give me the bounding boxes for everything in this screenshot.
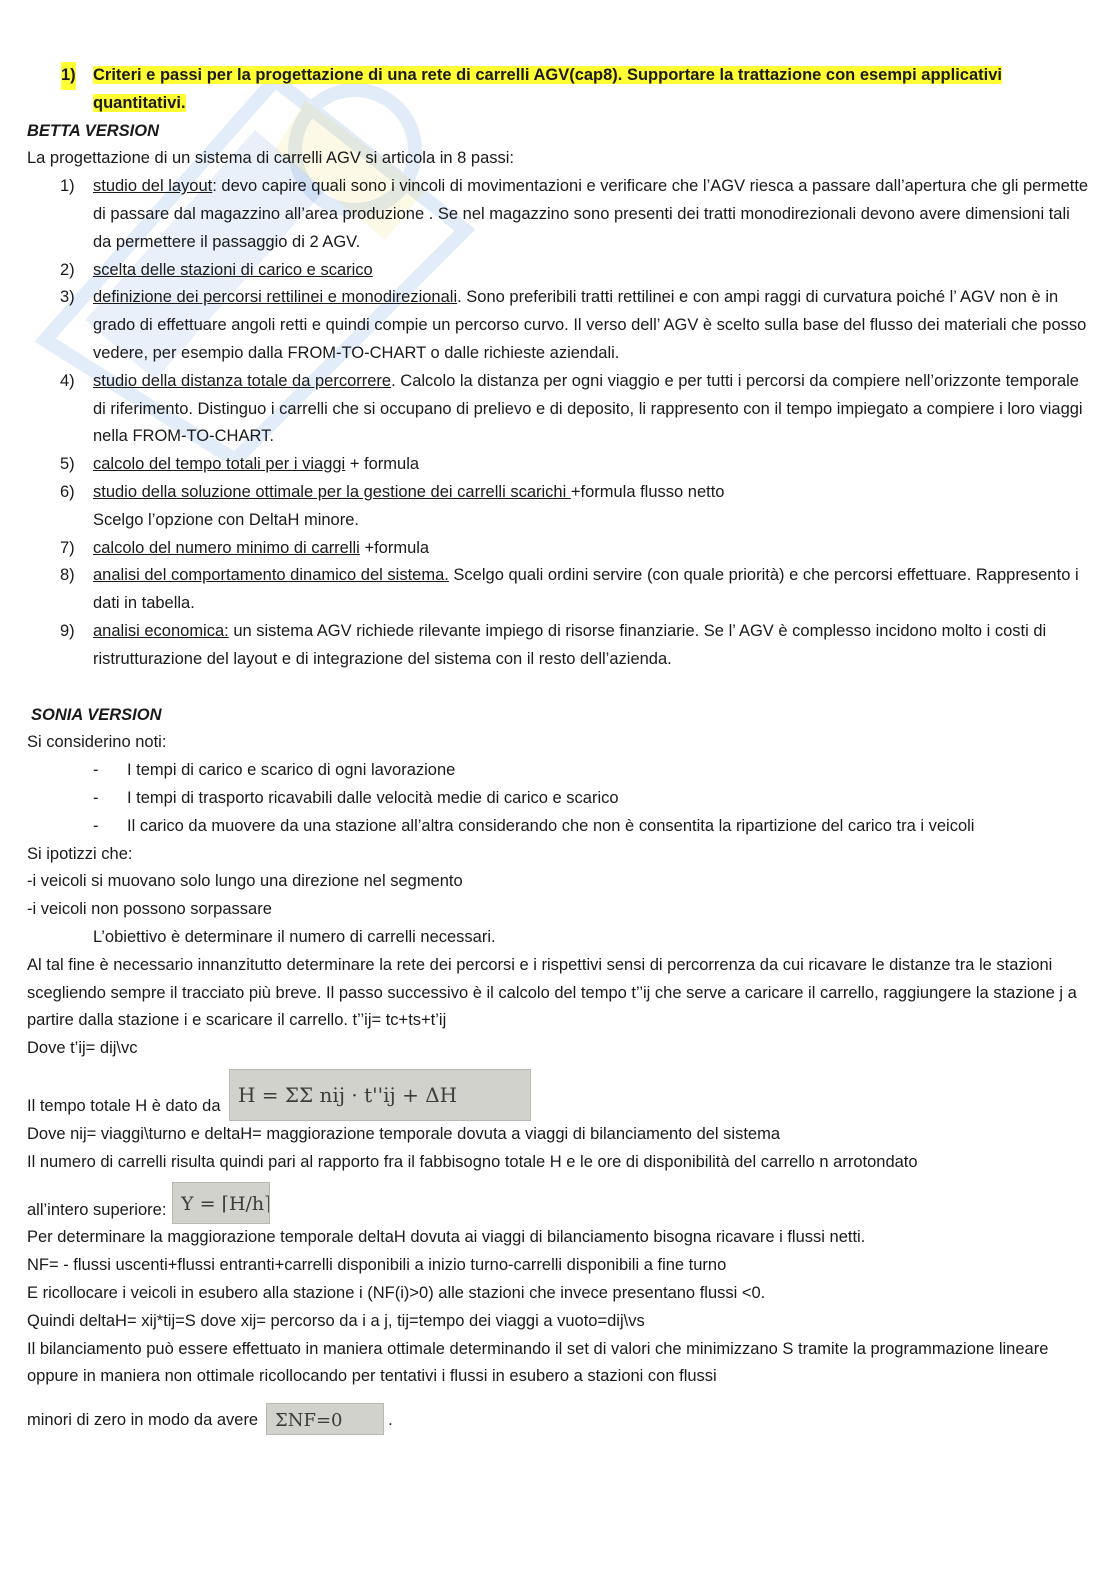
sonia-hypothesis-1: -i veicoli si muovano solo lungo una direzione nel segmento [27,872,463,891]
sonia-heading: SONIA VERSION [31,705,162,724]
question-title [27,62,1089,118]
vehicles-formula-line [27,1176,1089,1224]
sonia-dove-2: Dove nij= viaggi\turno e deltaH= maggiorazione temporale dovuta a viaggi di bilanciamento del sistema [27,1124,781,1143]
item-number: 6) [60,482,75,501]
formula-nf-image [266,1403,384,1435]
sonia-hypothesis: Si ipotizzi che: [27,844,133,863]
total-time-line [27,1063,1089,1121]
title-line-1: Criteri e passi per la progettazione di una rete di carrelli AGV(cap8). Supportare la trattazione con esempi applicativi [93,66,1002,84]
formula-y-text: Y = ⌈H/h⌉ [181,1193,270,1216]
formula-nf-drawing [267,1404,383,1434]
sonia-paragraph-8: minori di zero in modo da avere [27,1411,259,1430]
document-page [27,62,1089,1435]
list-item [27,284,1089,367]
balance-formula-line [27,1391,1089,1435]
item-heading: calcolo del numero minimo di carrelli [93,538,360,557]
item-text: +formula flusso netto [570,482,725,501]
bullet-text: Il carico da muovere da una stazione all’altra considerando che non è consentita la ripartizione del carico tra i veicoli [127,816,975,835]
item-number: 5) [60,455,75,474]
list-item [27,368,1089,451]
sonia-objective: L’obiettivo è determinare il numero di carrelli necessari. [93,927,496,946]
sonia-paragraph-2a: Il numero di carrelli risulta quindi pari al rapporto fra il fabbisogno totale H e le ore di disponibilità del carrello n arrotondato [27,1152,918,1171]
bullet-text: I tempi di carico e scarico di ogni lavorazione [127,761,456,780]
betta-intro: La progettazione di un sistema di carrelli AGV si articola in 8 passi: [27,149,514,168]
list-item: - I tempi di carico e scarico di ogni lavorazione [93,761,456,780]
item-text: . Calcolo la distanza per ogni viaggio e per tutti i percorsi da compiere nell’orizzonte temporale di riferimento. Distinguo i carrelli che si occupano di prelievo e di deposito, li rappresento con il tempo impiegato a compiere i loro viaggi nella FROM-TO-CHART. [93,371,1083,446]
item-heading: analisi del comportamento dinamico del sistema. [93,566,449,585]
title-number: 1) [61,62,76,90]
item-number: 9) [60,621,75,640]
sonia-bullets [27,757,1089,840]
title-line-2: quantitativi. [93,93,186,112]
sonia-known: Si considerino noti: [27,733,167,752]
formula-h-text: H = ΣΣ nij · t''ij + ΔH [237,1082,457,1107]
list-item [27,257,1089,285]
item-number: 1) [60,177,75,196]
sonia-paragraph-2b: all’intero superiore: [27,1200,167,1219]
item-number: 8) [60,566,75,585]
list-item [27,451,1089,479]
item-number: 3) [60,288,75,307]
sonia-paragraph-5: E ricollocare i veicoli in esubero alla stazione i (NF(i)>0) alle stazioni che invece presentano flussi <0. [27,1284,766,1303]
formula-y-image [172,1182,270,1224]
item-heading: calcolo del tempo totali per i viaggi [93,455,346,474]
list-item [27,173,1089,256]
formula-y-drawing [173,1183,269,1223]
list-item: - Il carico da muovere da una stazione all’altra considerando che non è consentita la ripartizione del carico tra i veicoli [93,816,975,835]
total-time-text: Il tempo totale H è dato da [27,1097,221,1116]
item-number: 7) [60,538,75,557]
item-number: 4) [60,371,75,390]
bullet-text: I tempi di trasporto ricavabili dalle velocità medie di carico e scarico [127,788,619,807]
sonia-paragraph-7: Il bilanciamento può essere effettuato in maniera ottimale determinando il set di valori che minimizzano S tramite la programmazione lineare oppure in maniera non ottimale ricollocando per tentativi i flussi in esubero a stazioni con flussi [27,1339,1049,1386]
list-item [27,618,1089,674]
sonia-paragraph-1: Al tal fine è necessario innanzitutto determinare la rete dei percorsi e i rispettivi sensi di percorrenza da cui ricavare le distanze tra le stazioni scegliendo sempre il tracciato più breve. Il passo successivo è il calcolo del tempo t’’ij che serve a caricare il carrello, raggiungere la stazione j a partire dalla stazione i e scaricare il carrello. t’’ij= tc+ts+t’ij [27,955,1077,1030]
item-heading: studio della distanza totale da percorrere [93,371,392,390]
item-heading: scelta delle stazioni di carico e scarico [93,260,373,279]
item-extra: Scelgo l’opzione con DeltaH minore. [93,510,359,529]
formula-h-drawing [230,1070,530,1120]
item-text: Scelgo quali ordini servire (con quale priorità) e che percorsi effettuare. Rappresento i dati in tabella. [93,566,1079,613]
item-text: + formula [345,455,420,474]
list-item: - I tempi di trasporto ricavabili dalle velocità medie di carico e scarico [93,788,619,807]
item-heading: studio della soluzione ottimale per la gestione dei carrelli scarichi [93,482,571,501]
formula-nf-text: ΣNF=0 [275,1410,343,1432]
item-text: +formula [359,538,430,557]
list-item [27,535,1089,563]
betta-heading: BETTA VERSION [27,121,160,140]
betta-steps-list [27,173,1089,673]
sonia-paragraph-6: Quindi deltaH= xij*tij=S dove xij= percorso da i a j, tij=tempo dei viaggi a vuoto=dij\vs [27,1311,645,1330]
sentence-end: . [388,1411,393,1430]
sonia-paragraph-4: NF= - flussi uscenti+flussi entranti+carrelli disponibili a inizio turno-carrelli disponibili a fine turno [27,1256,727,1275]
item-heading: studio del layout [93,177,213,196]
sonia-paragraph-3: Per determinare la maggiorazione temporale deltaH dovuta ai viaggi di bilanciamento bisogna ricavare i flussi netti. [27,1228,866,1247]
item-number: 2) [60,260,75,279]
list-item [27,562,1089,618]
item-heading: analisi economica: [93,621,229,640]
list-item [27,479,1089,535]
item-text: . Sono preferibili tratti rettilinei e con ampi raggi di curvatura poiché l’ AGV non è in grado di effettuare angoli retti e quindi compie un percorso curvo. Il verso dell’ AGV è scelto sulla base del flusso dei materiali che posso vedere, per esempio dalla FROM-TO-CHART o dalle richieste aziendali. [93,288,1087,362]
sonia-dove-1: Dove t’ij= dij\vc [27,1039,138,1058]
sonia-hypothesis-2: -i veicoli non possono sorpassare [27,900,272,919]
item-heading: definizione dei percorsi rettilinei e monodirezionali [93,288,458,307]
item-text: un sistema AGV richiede rilevante impiego di risorse finanziarie. Se l’ AGV è complesso incidono molto i costi di ristrutturazione del layout e di integrazione del sistema con il resto dell’azienda. [93,621,1047,668]
formula-h-image [229,1069,531,1121]
item-text: : devo capire quali sono i vincoli di movimentazioni e verificare che l’AGV riesca a passare dall’apertura che gli permette di passare dal magazzino all’area produzione . Se nel magazzino sono presenti dei tratti monodirezionali devono avere dimensioni tali da permettere il passaggio di 2 AGV. [93,177,1089,251]
